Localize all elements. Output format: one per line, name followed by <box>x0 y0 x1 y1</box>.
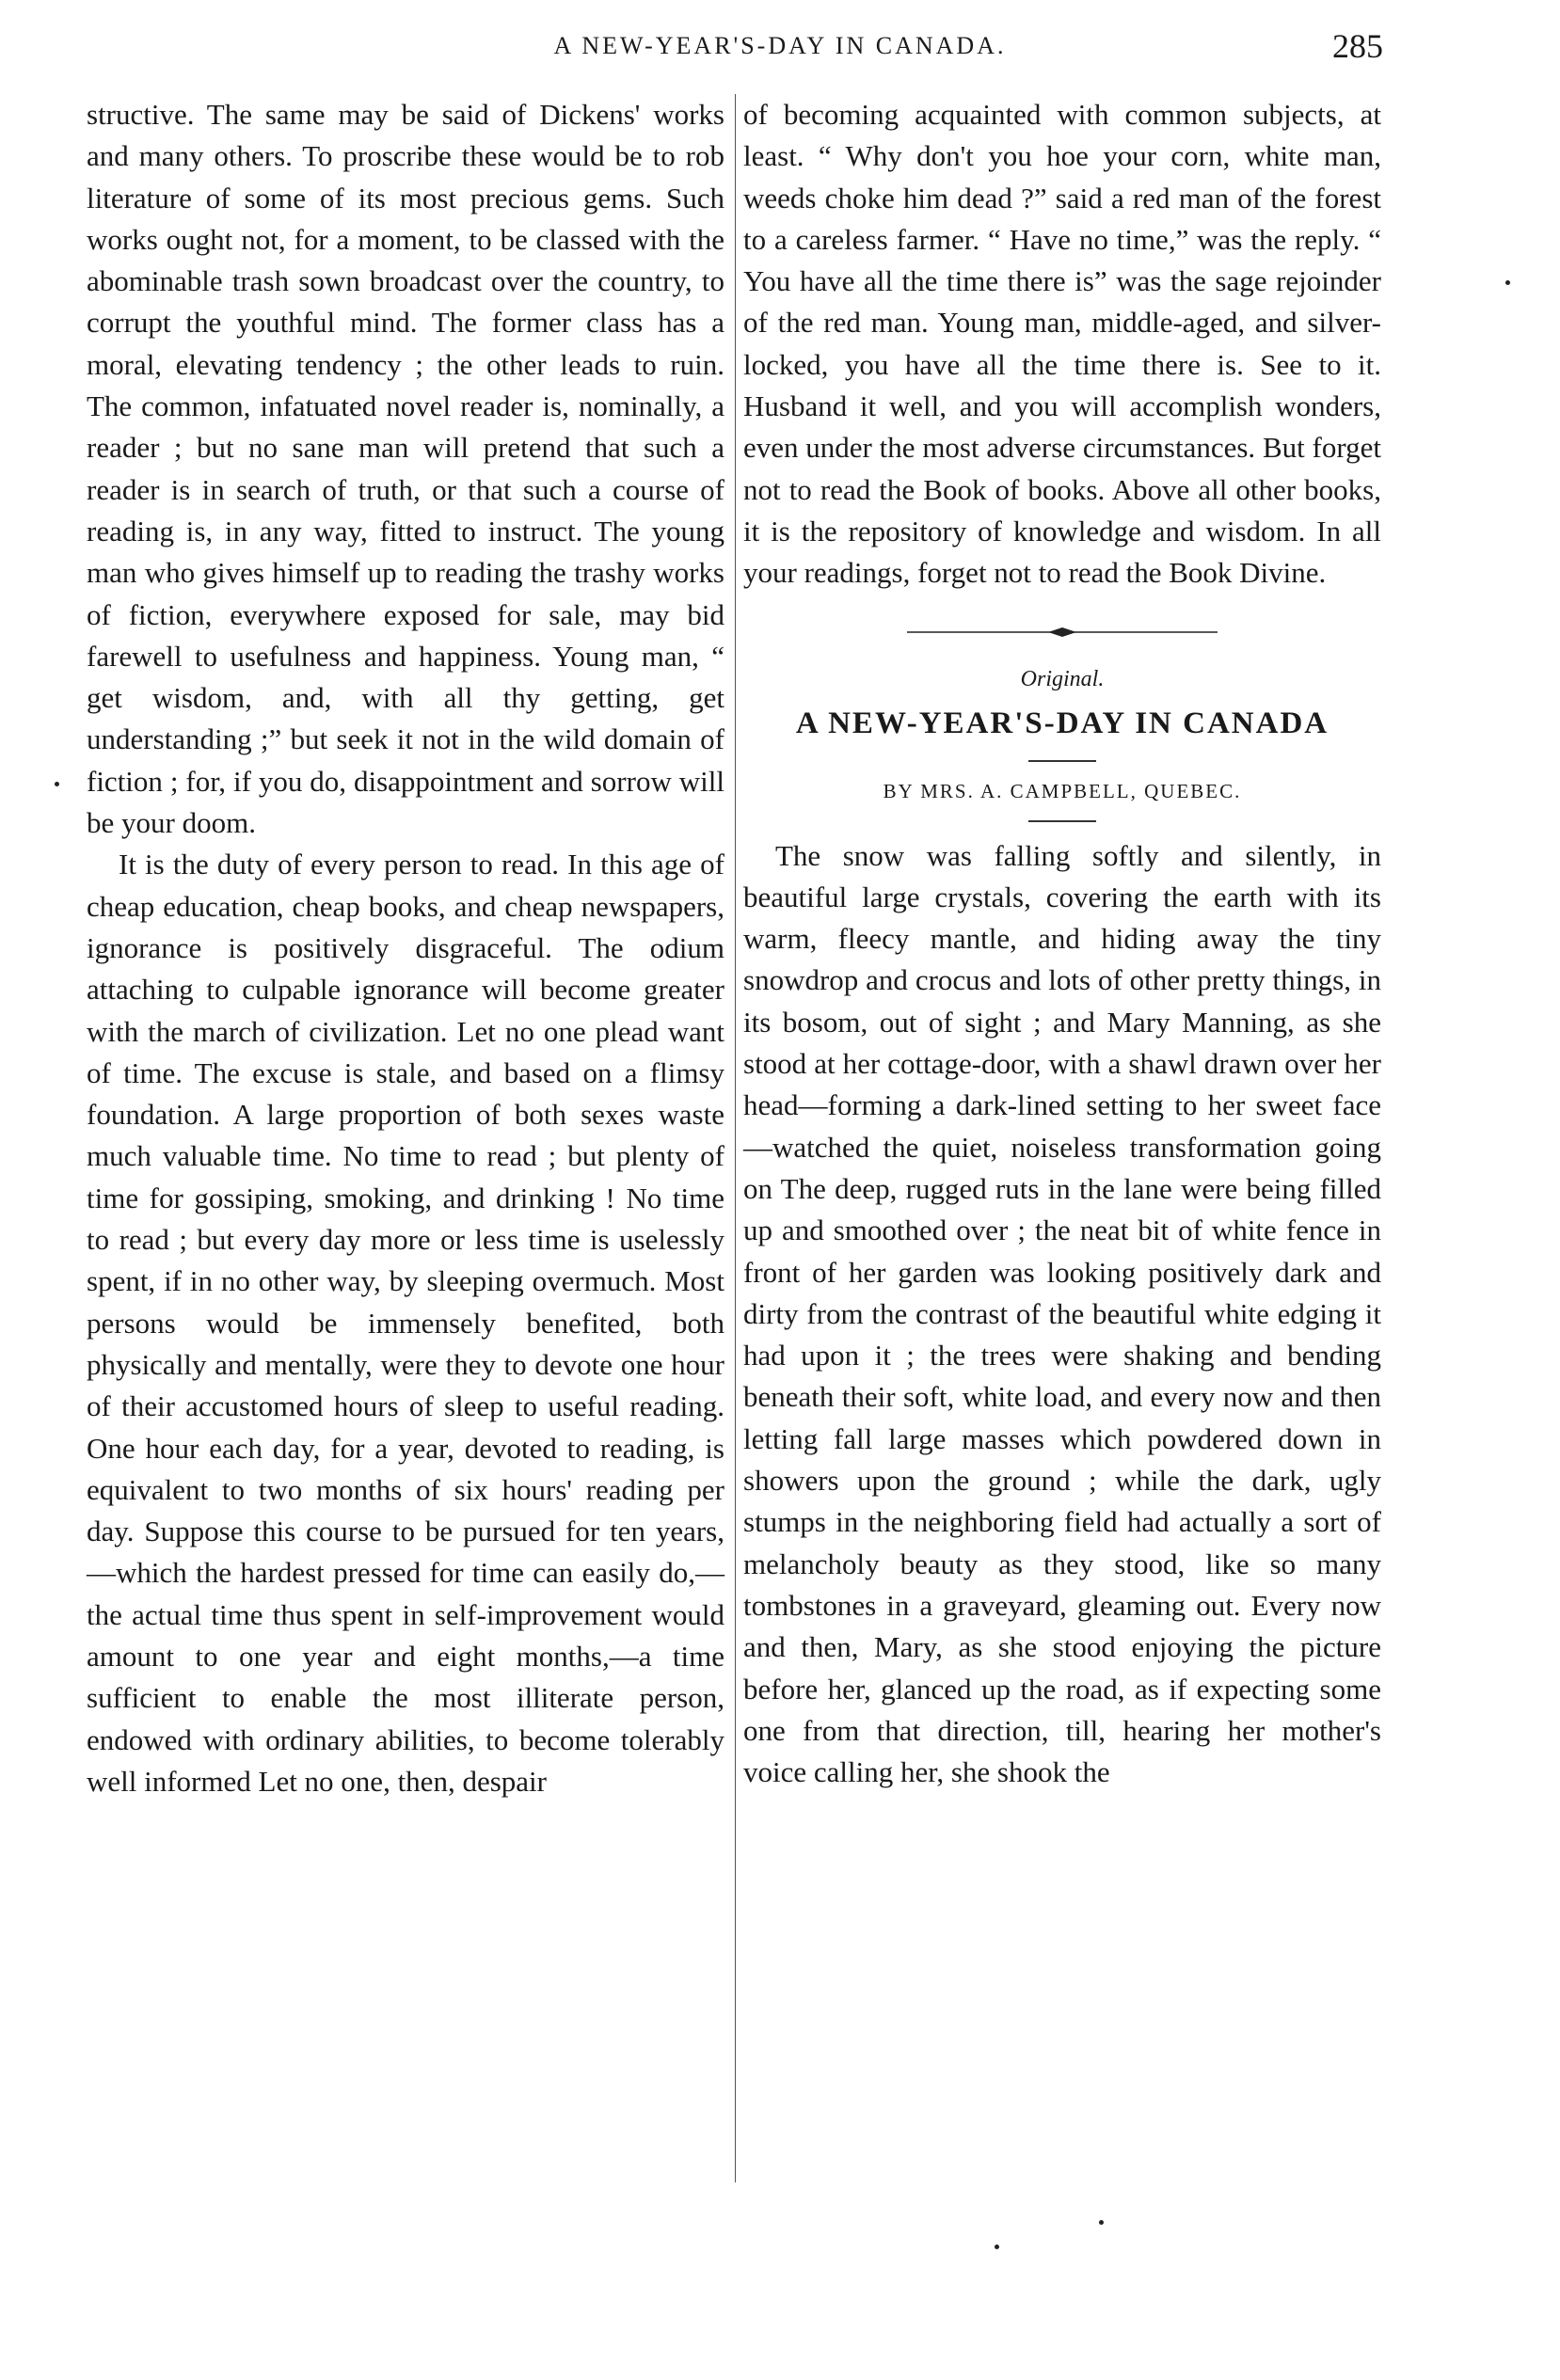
right-column <box>743 94 1381 1793</box>
right-continuation-paragraph: of becoming acquainted with common subjects, at least. “ Why don't you hoe your corn, white man, weeds choke him dead ?” said a red man of the forest to a careless farmer. “ Have no time,” was the reply. “ You have all the time there is” was the sage rejoinder of the red man. Young man, middle-aged, and silver-locked, you have all the time there is. See to it. Husband it well, and you will accomplish wonders, even under the most adverse circumstances. But forget not to read the Book of books. Above all other books, it is the repository of knowledge and wisdom. In all your readings, forget not to read the Book Divine. <box>743 98 1381 590</box>
article-byline: BY MRS. A. CAMPBELL, QUEBEC. <box>883 779 1242 802</box>
article-title: A NEW-YEAR'S-DAY IN CANADA <box>795 706 1329 740</box>
column-divider <box>735 94 736 2182</box>
print-speck <box>55 782 59 786</box>
print-speck <box>995 2245 999 2249</box>
left-column <box>87 94 724 1802</box>
original-label: Original. <box>1020 666 1105 691</box>
left-paragraph-1: structive. The same may be said of Dickens' works and many others. To proscribe these would be to rob literature of some of its most precious gems. Such works ought not, for a moment, to be classed with the abominable trash sown broadcast over the country, to corrupt the youthful mind. The former class has a moral, elevating tendency ; the other leads to ruin. The common, infatuated novel reader is, nominally, a reader ; but no sane man will pretend that such a reader is in search of truth, or that such a course of reading is, in any way, fitted to instruct. The young man who gives himself up to reading the trashy works of fiction, everywhere exposed for sale, may bid farewell to usefulness and happiness. Young man, “ get wisdom, and, with all thy getting, get understanding ;” but seek it not in the wild domain of fiction ; for, if you do, disappointment and sorrow will be your doom. <box>87 98 724 840</box>
left-paragraph-2: It is the duty of every person to read. In this age of cheap education, cheap books, and cheap newspapers, ignorance is positively disgraceful. The odium attaching to culpable ignorance will become greater with the march of civilization. Let no one plead want of time. The excuse is stale, and based on a flimsy foundation. A large proportion of both sexes waste much valuable time. No time to read ; but plenty of time for gossiping, smoking, and drinking ! No time to read ; but every day more or less time is uselessly spent, if in no other way, by sleeping overmuch. Most persons would be immensely benefited, both physically and mentally, were they to devote one hour of their accustomed hours of sleep to useful reading. One hour each day, for a year, devoted to reading, is equivalent to two months of six hours' reading per day. Suppose this course to be pursued for ten years,—which the hardest pressed for time can easily do,—the actual time thus spent in self-improvement would amount to one year and eight months,—a time sufficient to enable the most illiterate person, endowed with ordinary abilities, to become tolerably well informed Let no one, then, despair <box>87 848 724 1798</box>
page-number: 285 <box>1332 27 1383 65</box>
title-divider <box>1028 760 1096 762</box>
byline-divider <box>1028 820 1096 822</box>
article-body-paragraph: The snow was falling softly and silently, in beautiful large crystals, covering the earth with its warm, fleecy mantle, and hiding away the tiny snowdrop and crocus and lots of other pretty things, in its bosom, out of sight ; and Mary Manning, as she stood at her cottage-door, with a shawl drawn over her head—forming a dark-lined setting to her sweet face—watched the quiet, noiseless transformation going on The deep, rugged ruts in the lane were being filled up and smoothed over ; the neat bit of white fence in front of her garden was looking positively dark and dirty from the contrast of the beautiful white edging it had upon it ; the trees were shaking and bending beneath their soft, white load, and every now and then letting fall large masses which powdered down in showers upon the ground ; while the dark, ugly stumps in the neighboring field had actually a sort of melancholy beauty as they stood, like so many tombstones in a graveyard, gleaming out. Every now and then, Mary, as she stood enjoying the picture before her, glanced up the road, as if expecting some one from that direction, till, hearing her mother's voice calling her, she shook the <box>743 838 1381 1789</box>
section-ornament-rule <box>907 623 1218 642</box>
print-speck <box>1505 280 1510 285</box>
print-speck <box>1099 2220 1104 2225</box>
running-title: A NEW-YEAR'S-DAY IN CANADA. <box>553 32 1007 59</box>
running-header <box>0 24 1560 71</box>
